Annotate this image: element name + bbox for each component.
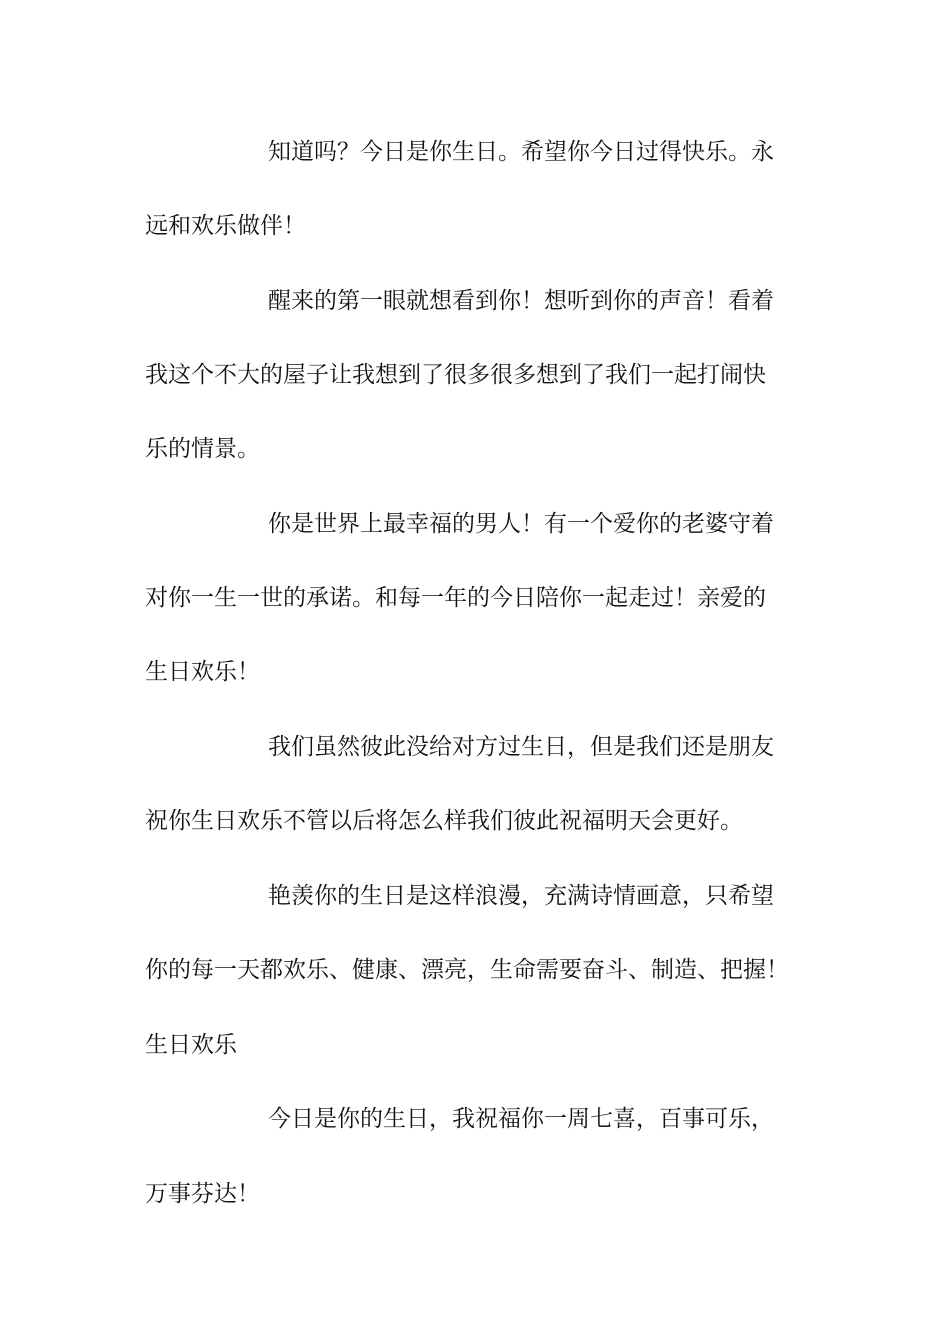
paragraph-5-line-2: 你的每一天都欢乐、健康、漂亮，生命需要奋斗、制造、把握！ xyxy=(145,957,789,983)
paragraph-2-line-1: 醒来的第一眼就想看到你！想听到你的声音！看着 xyxy=(268,288,774,314)
paragraph-5-line-3: 生日欢乐 xyxy=(145,1032,237,1058)
paragraph-2-line-3: 乐的情景。 xyxy=(145,436,260,462)
paragraph-5-line-1: 艳羡你的生日是这样浪漫，充满诗情画意，只希望 xyxy=(268,883,774,909)
paragraph-3-line-3: 生日欢乐！ xyxy=(145,659,260,685)
paragraph-4-line-2: 祝你生日欢乐不管以后将怎么样我们彼此祝福明天会更好。 xyxy=(145,808,743,834)
paragraph-2-line-2: 我这个不大的屋子让我想到了很多很多想到了我们一起打闹快 xyxy=(145,362,766,388)
paragraph-6-line-1: 今日是你的生日，我祝福你一周七喜，百事可乐， xyxy=(268,1106,774,1132)
paragraph-1-line-2: 远和欢乐做伴！ xyxy=(145,213,306,239)
paragraph-4-line-1: 我们虽然彼此没给对方过生日，但是我们还是朋友 xyxy=(268,734,774,760)
paragraph-1-line-1: 知道吗？今日是你生日。希望你今日过得快乐。永 xyxy=(268,139,774,165)
paragraph-3-line-2: 对你一生一世的承诺。和每一年的今日陪你一起走过！亲爱的 xyxy=(145,585,766,611)
paragraph-6-line-2: 万事芬达！ xyxy=(145,1181,260,1207)
paragraph-3-line-1: 你是世界上最幸福的男人！有一个爱你的老婆守着 xyxy=(268,511,774,537)
